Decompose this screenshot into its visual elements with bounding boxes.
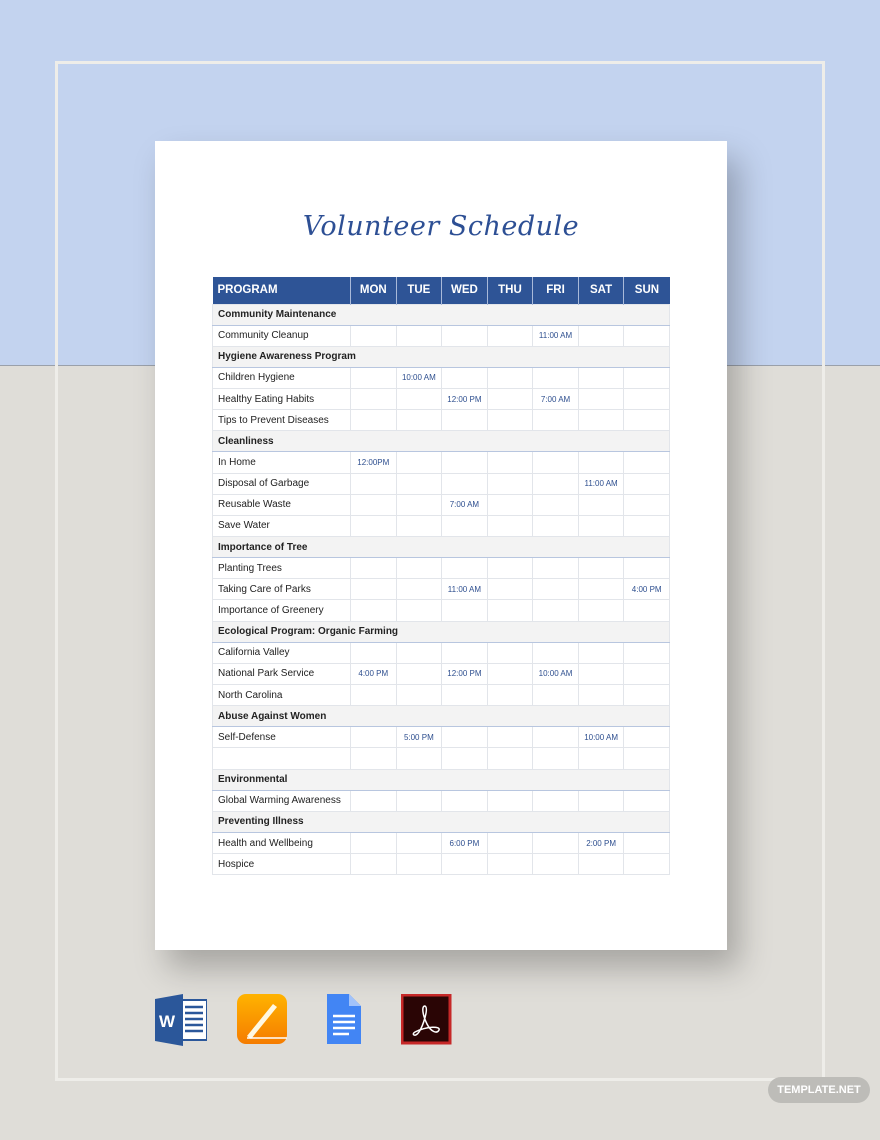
time-cell <box>624 833 670 854</box>
time-cell <box>533 748 579 769</box>
time-cell <box>624 663 670 684</box>
time-cell <box>533 854 579 875</box>
time-cell <box>624 790 670 811</box>
program-name <box>213 748 351 769</box>
time-cell: 11:00 AM <box>442 579 488 600</box>
table-row <box>213 600 670 621</box>
time-cell <box>578 579 624 600</box>
program-name: Self-Defense <box>213 727 351 748</box>
time-cell <box>487 410 533 431</box>
table-row <box>213 748 670 769</box>
time-cell <box>578 748 624 769</box>
time-cell <box>487 325 533 346</box>
time-cell <box>396 494 442 515</box>
time-cell: 12:00 PM <box>442 389 488 410</box>
section-title: Ecological Program: Organic Farming <box>213 621 670 642</box>
time-cell <box>442 727 488 748</box>
time-cell <box>533 790 579 811</box>
time-cell <box>351 579 397 600</box>
time-cell <box>442 642 488 663</box>
program-name: Children Hygiene <box>213 367 351 388</box>
time-cell <box>487 473 533 494</box>
time-cell <box>487 727 533 748</box>
section-row <box>213 811 670 832</box>
section-title: Preventing Illness <box>213 811 670 832</box>
program-name: Reusable Waste <box>213 494 351 515</box>
time-cell <box>578 600 624 621</box>
time-cell <box>442 515 488 536</box>
time-cell <box>578 389 624 410</box>
time-cell <box>442 685 488 706</box>
time-cell <box>351 367 397 388</box>
program-name: Taking Care of Parks <box>213 579 351 600</box>
section-row <box>213 769 670 790</box>
table-row <box>213 579 670 600</box>
time-cell <box>351 790 397 811</box>
time-cell <box>578 515 624 536</box>
time-cell <box>396 790 442 811</box>
section-title: Abuse Against Women <box>213 706 670 727</box>
program-name: Disposal of Garbage <box>213 473 351 494</box>
time-cell: 10:00 AM <box>396 367 442 388</box>
time-cell <box>487 452 533 473</box>
table-row <box>213 452 670 473</box>
table-row <box>213 663 670 684</box>
time-cell <box>624 727 670 748</box>
time-cell <box>351 642 397 663</box>
column-header: TUE <box>396 277 442 304</box>
time-cell: 10:00 AM <box>533 663 579 684</box>
time-cell <box>396 685 442 706</box>
pages-icon[interactable] <box>237 994 289 1046</box>
time-cell <box>396 748 442 769</box>
time-cell <box>624 325 670 346</box>
time-cell <box>396 473 442 494</box>
time-cell <box>351 494 397 515</box>
time-cell <box>624 600 670 621</box>
time-cell <box>351 600 397 621</box>
acrobat-pdf-icon[interactable] <box>401 994 453 1046</box>
time-cell <box>578 558 624 579</box>
time-cell: 7:00 AM <box>533 389 579 410</box>
time-cell <box>442 452 488 473</box>
program-name: North Carolina <box>213 685 351 706</box>
section-title: Hygiene Awareness Program <box>213 346 670 367</box>
time-cell <box>396 833 442 854</box>
section-row <box>213 346 670 367</box>
time-cell <box>533 452 579 473</box>
time-cell <box>624 389 670 410</box>
time-cell <box>578 325 624 346</box>
time-cell <box>578 410 624 431</box>
program-name: Global Warming Awareness <box>213 790 351 811</box>
time-cell <box>351 854 397 875</box>
program-name: Community Cleanup <box>213 325 351 346</box>
google-docs-icon[interactable] <box>319 994 371 1046</box>
time-cell <box>396 389 442 410</box>
template-net-watermark[interactable]: TEMPLATE.NET <box>768 1077 870 1103</box>
table-row <box>213 833 670 854</box>
time-cell <box>351 410 397 431</box>
time-cell <box>487 854 533 875</box>
time-cell <box>578 367 624 388</box>
time-cell <box>578 854 624 875</box>
time-cell <box>442 600 488 621</box>
time-cell <box>533 685 579 706</box>
time-cell <box>442 558 488 579</box>
time-cell <box>578 452 624 473</box>
time-cell <box>351 389 397 410</box>
time-cell <box>396 515 442 536</box>
document-title: Volunteer Schedule <box>302 211 580 242</box>
time-cell <box>487 494 533 515</box>
time-cell <box>351 727 397 748</box>
time-cell <box>487 600 533 621</box>
time-cell: 11:00 AM <box>533 325 579 346</box>
document-page <box>155 141 727 950</box>
time-cell <box>624 748 670 769</box>
time-cell <box>624 473 670 494</box>
program-name: Tips to Prevent Diseases <box>213 410 351 431</box>
section-title: Importance of Tree <box>213 537 670 558</box>
time-cell: 10:00 AM <box>578 727 624 748</box>
time-cell <box>533 727 579 748</box>
program-name: Planting Trees <box>213 558 351 579</box>
section-row <box>213 537 670 558</box>
program-name: California Valley <box>213 642 351 663</box>
time-cell <box>533 579 579 600</box>
time-cell <box>624 854 670 875</box>
table-row <box>213 685 670 706</box>
time-cell <box>442 367 488 388</box>
table-row <box>213 473 670 494</box>
program-name: National Park Service <box>213 663 351 684</box>
time-cell <box>487 663 533 684</box>
time-cell <box>533 600 579 621</box>
time-cell: 2:00 PM <box>578 833 624 854</box>
table-row <box>213 854 670 875</box>
time-cell <box>533 494 579 515</box>
section-row <box>213 431 670 452</box>
time-cell <box>533 642 579 663</box>
time-cell <box>624 367 670 388</box>
word-icon[interactable] <box>155 994 207 1046</box>
program-name: Healthy Eating Habits <box>213 389 351 410</box>
time-cell <box>396 579 442 600</box>
time-cell <box>487 833 533 854</box>
time-cell: 12:00PM <box>351 452 397 473</box>
time-cell <box>487 790 533 811</box>
column-header: PROGRAM <box>213 277 351 304</box>
time-cell <box>351 558 397 579</box>
time-cell <box>533 833 579 854</box>
time-cell <box>442 325 488 346</box>
section-row <box>213 706 670 727</box>
column-header: THU <box>487 277 533 304</box>
time-cell <box>578 642 624 663</box>
program-name: In Home <box>213 452 351 473</box>
time-cell <box>396 558 442 579</box>
table-row <box>213 790 670 811</box>
column-header: SAT <box>578 277 624 304</box>
time-cell <box>396 642 442 663</box>
time-cell <box>487 748 533 769</box>
time-cell <box>396 854 442 875</box>
svg-text:W: W <box>159 1012 176 1031</box>
section-title: Community Maintenance <box>213 304 670 325</box>
section-title: Environmental <box>213 769 670 790</box>
time-cell <box>351 325 397 346</box>
time-cell <box>624 685 670 706</box>
time-cell <box>487 685 533 706</box>
time-cell <box>442 790 488 811</box>
section-title: Cleanliness <box>213 431 670 452</box>
time-cell <box>442 410 488 431</box>
format-icons <box>155 994 453 1046</box>
time-cell <box>624 410 670 431</box>
time-cell <box>442 854 488 875</box>
column-header: FRI <box>533 277 579 304</box>
program-name: Hospice <box>213 854 351 875</box>
table-row <box>213 515 670 536</box>
table-row <box>213 727 670 748</box>
time-cell <box>624 558 670 579</box>
column-header: WED <box>442 277 488 304</box>
time-cell <box>487 558 533 579</box>
program-name: Save Water <box>213 515 351 536</box>
time-cell <box>442 473 488 494</box>
time-cell <box>624 452 670 473</box>
time-cell <box>624 515 670 536</box>
time-cell <box>578 790 624 811</box>
time-cell: 12:00 PM <box>442 663 488 684</box>
table-row <box>213 367 670 388</box>
time-cell: 7:00 AM <box>442 494 488 515</box>
section-row <box>213 304 670 325</box>
time-cell <box>533 410 579 431</box>
time-cell <box>533 558 579 579</box>
program-name: Importance of Greenery <box>213 600 351 621</box>
time-cell: 4:00 PM <box>624 579 670 600</box>
time-cell <box>351 748 397 769</box>
schedule-table <box>212 277 670 875</box>
time-cell: 4:00 PM <box>351 663 397 684</box>
time-cell <box>487 389 533 410</box>
section-row <box>213 621 670 642</box>
time-cell <box>396 663 442 684</box>
table-row <box>213 558 670 579</box>
table-row <box>213 325 670 346</box>
table-row <box>213 410 670 431</box>
time-cell <box>487 579 533 600</box>
program-name: Health and Wellbeing <box>213 833 351 854</box>
time-cell <box>578 494 624 515</box>
time-cell: 5:00 PM <box>396 727 442 748</box>
time-cell <box>487 367 533 388</box>
table-row <box>213 642 670 663</box>
time-cell <box>533 473 579 494</box>
column-header: SUN <box>624 277 670 304</box>
time-cell: 6:00 PM <box>442 833 488 854</box>
time-cell <box>624 494 670 515</box>
time-cell <box>624 642 670 663</box>
time-cell <box>533 515 579 536</box>
time-cell <box>487 515 533 536</box>
time-cell <box>442 748 488 769</box>
time-cell <box>351 685 397 706</box>
time-cell <box>396 600 442 621</box>
time-cell <box>487 642 533 663</box>
time-cell <box>351 473 397 494</box>
column-header: MON <box>351 277 397 304</box>
time-cell <box>396 325 442 346</box>
time-cell <box>396 452 442 473</box>
time-cell <box>578 685 624 706</box>
time-cell <box>396 410 442 431</box>
time-cell <box>351 515 397 536</box>
time-cell <box>533 367 579 388</box>
table-header-row <box>213 277 670 304</box>
time-cell <box>578 663 624 684</box>
time-cell: 11:00 AM <box>578 473 624 494</box>
table-row <box>213 494 670 515</box>
table-row <box>213 389 670 410</box>
time-cell <box>351 833 397 854</box>
